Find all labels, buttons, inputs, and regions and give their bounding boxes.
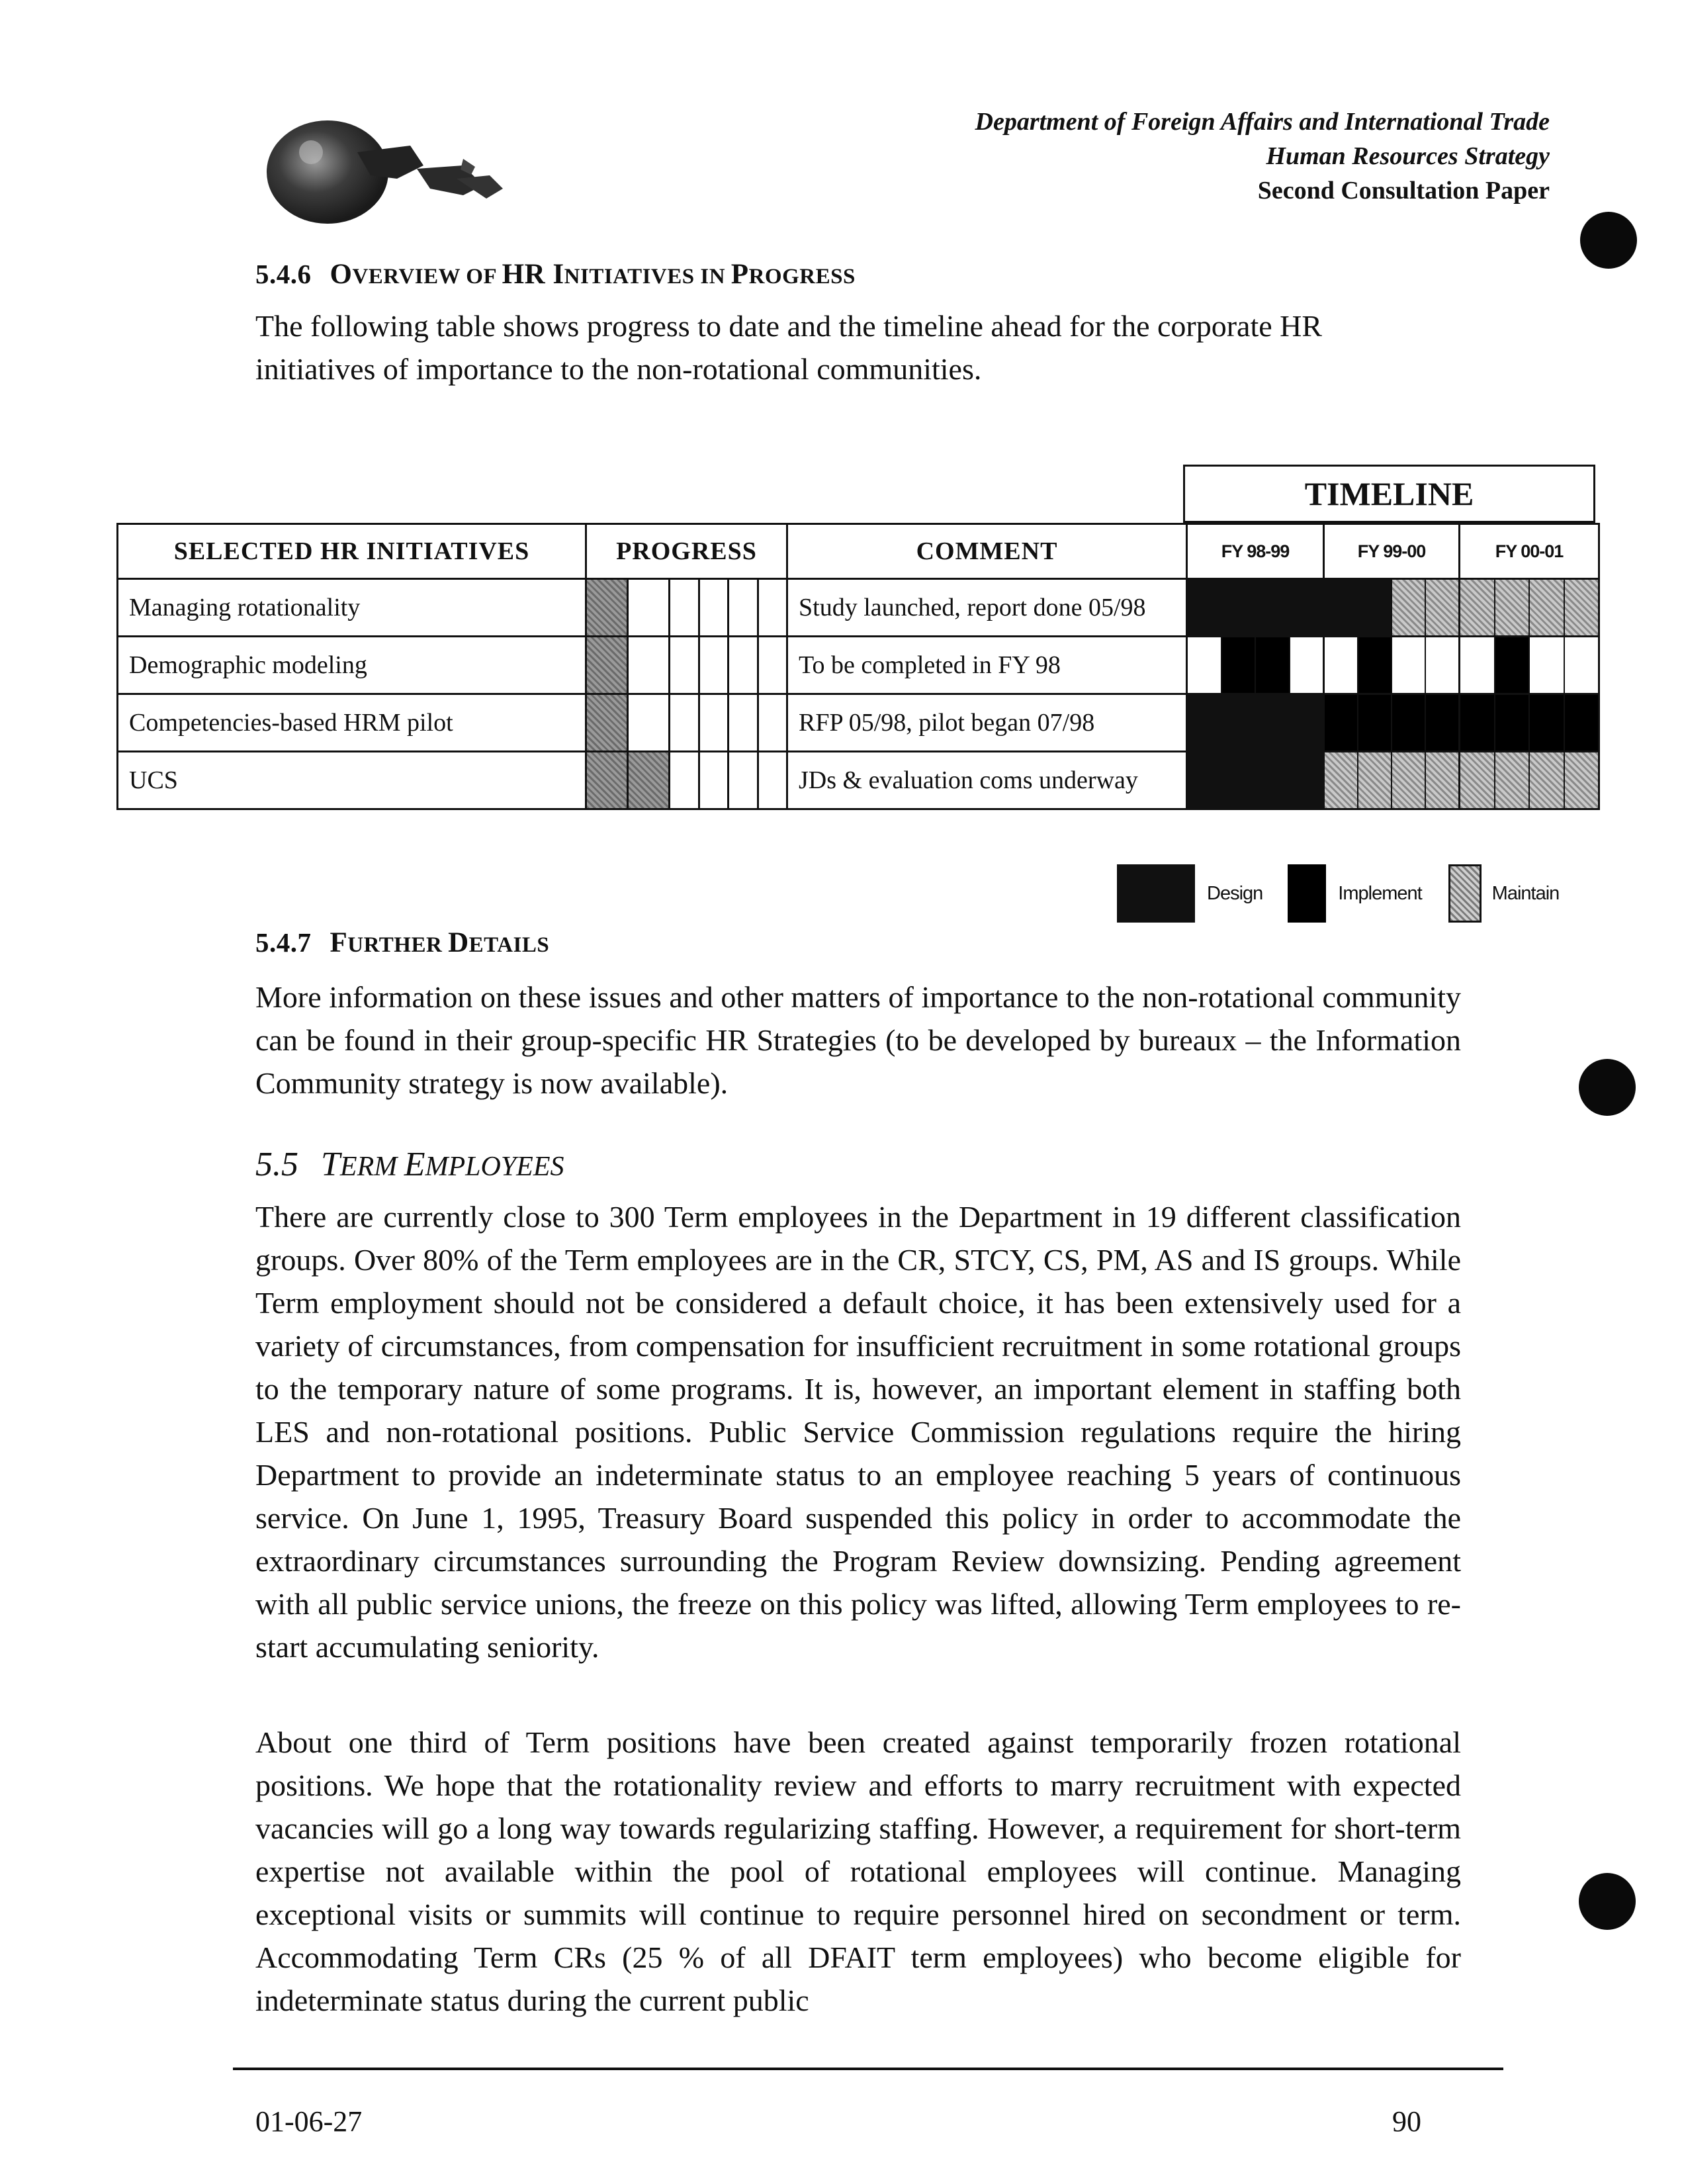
header-initiatives: SELECTED HR INITIATIVES xyxy=(118,524,586,579)
legend-maintain-label: Maintain xyxy=(1491,882,1560,904)
department-logo xyxy=(265,106,543,232)
timeline-segment-design xyxy=(1188,752,1221,808)
timeline-year-cell xyxy=(1187,694,1324,752)
progress-bar xyxy=(586,637,787,694)
section-heading-546: 5.4.6 OVERVIEW OF HR INITIATIVES IN PROGRESS xyxy=(255,259,856,290)
progress-segment xyxy=(727,580,756,635)
progress-segment xyxy=(627,637,668,693)
timeline-segment-maint xyxy=(1391,580,1425,635)
timeline-segment-maint xyxy=(1494,580,1529,635)
hr-initiatives-table xyxy=(116,523,1600,810)
timeline-segment-blank xyxy=(1425,637,1458,693)
initiative-comment: Study launched, report done 05/98 xyxy=(787,579,1187,637)
initiative-name: Demographic modeling xyxy=(118,637,586,694)
timeline-year-cell xyxy=(1187,752,1324,809)
timeline-segment-blank xyxy=(1528,637,1564,693)
timeline-segment-design xyxy=(1289,695,1323,751)
progress-segment xyxy=(668,637,697,693)
header-fy-99-00: FY 99-00 xyxy=(1324,524,1460,579)
timeline-segment-design xyxy=(1221,752,1255,808)
section-number: 5.5 xyxy=(255,1146,298,1183)
timeline-segment-blank xyxy=(1188,637,1221,693)
progress-segment xyxy=(627,695,668,751)
legend-maintain-swatch xyxy=(1448,864,1482,923)
timeline-segment-impl xyxy=(1494,637,1529,693)
header-progress: PROGRESS xyxy=(586,524,787,579)
progress-segment xyxy=(627,752,668,808)
timeline-segment-design xyxy=(1289,752,1323,808)
section-55-paragraph-2: About one third of Term positions have been created against temporarily frozen rotational positions. We hope that the rotationality review and efforts to marry recruitment with expected vacancies will go a long way towards regularizing staffing. However, a requirement for short-term expertise not available within the pool of rotational employees will continue. Managing exceptional visits or summits will continue to require personnel hired on secondment or term. Accommodating Term CRs (25 % of all DFAIT term employees) who become eligible for indeterminate status during the current public xyxy=(255,1725,1461,2017)
timeline-segment-design xyxy=(1188,580,1221,635)
section-546-intro: The following table shows progress to date and the timeline ahead for the corporate HR initiatives of importance to the non-rotational communities. xyxy=(255,309,1323,386)
header-department: Department of Foreign Affairs and International Trade xyxy=(975,108,1550,136)
timeline-segment-maint xyxy=(1357,752,1391,808)
initiative-comment: RFP 05/98, pilot began 07/98 xyxy=(787,694,1187,752)
timeline-year-cell xyxy=(1460,752,1599,809)
timeline-year-cell xyxy=(1187,637,1324,694)
timeline-year-cell xyxy=(1324,579,1460,637)
timeline-segment-design xyxy=(1221,695,1255,751)
timeline-segment-blank xyxy=(1325,637,1357,693)
timeline-segment-blank xyxy=(1289,637,1323,693)
timeline-segment-impl xyxy=(1325,695,1357,751)
initiative-comment: JDs & evaluation coms underway xyxy=(787,752,1187,809)
progress-bar xyxy=(586,579,787,637)
progress-bar xyxy=(586,694,787,752)
progress-segment xyxy=(757,580,786,635)
timeline-segment-maint xyxy=(1564,752,1599,808)
legend-implement-label: Implement xyxy=(1338,882,1422,904)
progress-segment xyxy=(668,752,697,808)
timeline-segment-design xyxy=(1255,580,1289,635)
timeline-year-cell xyxy=(1187,579,1324,637)
timeline-segment-impl xyxy=(1528,695,1564,751)
initiative-name: Managing rotationality xyxy=(118,579,586,637)
progress-segment xyxy=(757,752,786,808)
section-547-body: More information on these issues and other matters of importance to the non-rotational community can be found in their group-specific HR Strategies (to be developed by bureaux – the Information Community strategy is now available). xyxy=(255,980,1461,1100)
header-paper: Second Consultation Paper xyxy=(1257,177,1550,205)
timeline-legend xyxy=(1117,864,1559,923)
binder-hole-top xyxy=(1580,212,1637,269)
progress-segment xyxy=(757,695,786,751)
timeline-segment-impl xyxy=(1357,695,1391,751)
progress-bar xyxy=(586,752,787,809)
header-strategy: Human Resources Strategy xyxy=(1266,142,1550,170)
timeline-segment-blank xyxy=(1564,637,1599,693)
timeline-segment-maint xyxy=(1528,580,1564,635)
timeline-segment-impl xyxy=(1564,695,1599,751)
timeline-year-cell xyxy=(1324,637,1460,694)
progress-segment xyxy=(668,695,697,751)
timeline-segment-impl xyxy=(1357,637,1391,693)
table-header-row xyxy=(118,524,1599,579)
footer-date: 01-06-27 xyxy=(255,2105,363,2138)
timeline-segment-maint xyxy=(1528,752,1564,808)
binder-hole-middle xyxy=(1579,1059,1636,1116)
progress-segment xyxy=(587,637,627,693)
initiative-name: Competencies-based HRM pilot xyxy=(118,694,586,752)
progress-segment xyxy=(727,752,756,808)
page-number: 90 xyxy=(1392,2105,1421,2138)
timeline-segment-maint xyxy=(1391,752,1425,808)
section-55-paragraph-1: There are currently close to 300 Term employees in the Department in 19 different classification groups. Over 80% of the Term employees are in the CR, STCY, CS, PM, AS and IS groups. While Term employment should not be considered a default choice, it has been extensively used for a variety of circumstances, from compensation for insufficient recruitment in some rotational groups to the temporary nature of some programs. It is, however, an important element in staffing both LES and non-rotational positions. Public Service Commission regulations require the hiring Department to provide an indeterminate status to an employee reaching 5 years of continuous service. On June 1, 1995, Treasury Board suspended this policy in order to accommodate the extraordinary circumstances surrounding the Program Review downsizing. Pending agreement with all public service unions, the freeze on this policy was lifted, allowing Term employees to re-start accumulating seniority. xyxy=(255,1200,1461,1664)
timeline-segment-impl xyxy=(1255,637,1289,693)
timeline-segment-blank xyxy=(1391,637,1425,693)
progress-segment xyxy=(698,752,727,808)
timeline-segment-maint xyxy=(1460,752,1494,808)
progress-segment xyxy=(627,580,668,635)
timeline-segment-impl xyxy=(1494,695,1529,751)
footer-rule xyxy=(233,2068,1503,2070)
timeline-year-cell xyxy=(1324,694,1460,752)
timeline-segment-impl xyxy=(1391,695,1425,751)
legend-implement-swatch xyxy=(1288,864,1326,923)
timeline-segment-design xyxy=(1221,580,1255,635)
timeline-segment-maint xyxy=(1460,580,1494,635)
document-header xyxy=(975,105,1550,208)
timeline-segment-design xyxy=(1188,695,1221,751)
progress-segment xyxy=(668,580,697,635)
timeline-segment-impl xyxy=(1221,637,1255,693)
progress-segment xyxy=(698,695,727,751)
section-number: 5.4.6 xyxy=(255,259,312,289)
table-row xyxy=(118,637,1599,694)
table-row xyxy=(118,694,1599,752)
header-comment: COMMENT xyxy=(787,524,1187,579)
progress-segment xyxy=(727,637,756,693)
timeline-segment-design xyxy=(1255,752,1289,808)
legend-design-swatch xyxy=(1117,864,1195,923)
timeline-segment-impl xyxy=(1425,695,1458,751)
section-heading-547: 5.4.7 FURTHER DETAILS xyxy=(255,927,550,958)
table-row xyxy=(118,579,1599,637)
timeline-year-cell xyxy=(1460,579,1599,637)
progress-segment xyxy=(587,752,627,808)
progress-segment xyxy=(698,580,727,635)
timeline-segment-design xyxy=(1357,580,1391,635)
timeline-year-cell xyxy=(1460,694,1599,752)
table-row xyxy=(118,752,1599,809)
section-heading-55: 5.5 TERM EMPLOYEES xyxy=(255,1146,564,1183)
legend-design-label: Design xyxy=(1207,882,1263,904)
progress-segment xyxy=(698,637,727,693)
section-number: 5.4.7 xyxy=(255,927,312,958)
timeline-segment-design xyxy=(1325,580,1357,635)
timeline-segment-maint xyxy=(1325,752,1357,808)
timeline-segment-maint xyxy=(1425,580,1458,635)
progress-segment xyxy=(587,580,627,635)
timeline-segment-design xyxy=(1255,695,1289,751)
timeline-header: TIMELINE xyxy=(1183,465,1595,523)
binder-hole-bottom xyxy=(1579,1873,1636,1930)
timeline-segment-design xyxy=(1289,580,1323,635)
timeline-segment-maint xyxy=(1425,752,1458,808)
timeline-year-cell xyxy=(1324,752,1460,809)
initiative-name: UCS xyxy=(118,752,586,809)
progress-segment xyxy=(587,695,627,751)
progress-segment xyxy=(727,695,756,751)
header-fy-98-99: FY 98-99 xyxy=(1187,524,1324,579)
timeline-segment-maint xyxy=(1564,580,1599,635)
timeline-segment-impl xyxy=(1460,695,1494,751)
progress-segment xyxy=(757,637,786,693)
header-fy-00-01: FY 00-01 xyxy=(1460,524,1599,579)
timeline-year-cell xyxy=(1460,637,1599,694)
initiative-comment: To be completed in FY 98 xyxy=(787,637,1187,694)
timeline-segment-blank xyxy=(1460,637,1494,693)
timeline-segment-maint xyxy=(1494,752,1529,808)
